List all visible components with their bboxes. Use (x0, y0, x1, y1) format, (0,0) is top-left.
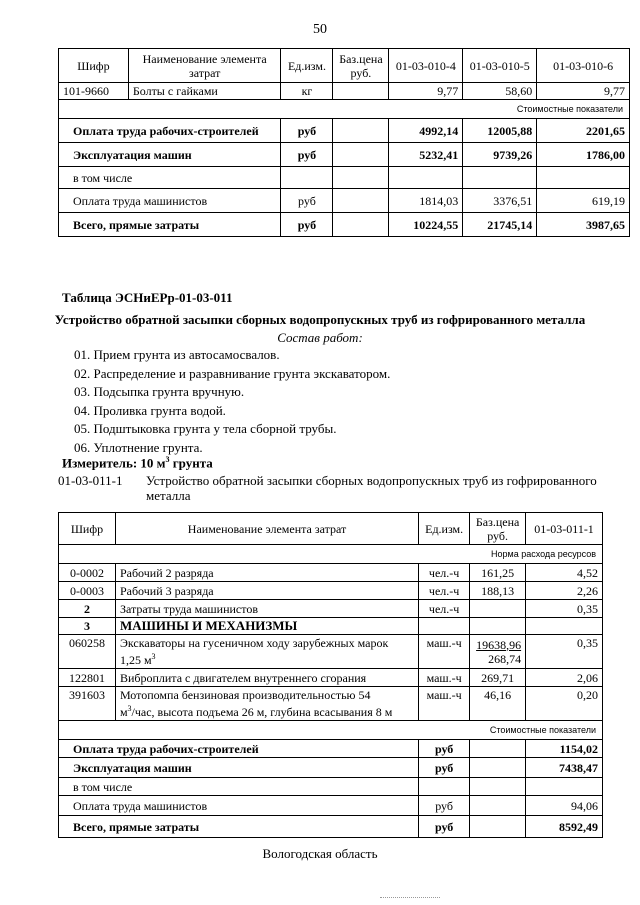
row-unit: чел.-ч (419, 600, 470, 618)
row-name-line-1: Мотопомпа бензиновая производительностью 54 (119, 688, 371, 702)
list-item: 03. Подсыпка грунта вручную. (74, 384, 245, 399)
cost-value-2 (463, 167, 537, 189)
row-value-2: 58,60 (463, 83, 537, 100)
table-row (59, 669, 603, 687)
works-list (74, 346, 390, 457)
section-unit (419, 618, 470, 635)
row-name: Затраты труда машинистов (115, 600, 418, 618)
footer-region: Вологодская область (262, 846, 378, 861)
item-name-line-2: металла (146, 488, 191, 503)
header-name: Наименование элемента затрат (115, 513, 418, 545)
row-code: 0-0003 (59, 582, 116, 600)
section-name: МАШИНЫ И МЕХАНИЗМЫ (115, 618, 418, 635)
cost-value-3: 3987,65 (537, 213, 630, 237)
cost-value: 8592,49 (526, 816, 603, 838)
section-code: 3 (59, 618, 116, 635)
row-code: 122801 (59, 669, 116, 687)
cost-header: Стоимостные показатели (59, 100, 630, 119)
row-price: 161,25 (470, 564, 526, 582)
row-unit: маш.-ч (419, 669, 470, 687)
scan-artifact (380, 897, 440, 900)
cost-price (470, 796, 526, 816)
table-row (59, 582, 603, 600)
row-unit: чел.-ч (419, 564, 470, 582)
cost-unit: руб (419, 796, 470, 816)
header-name: Наименование элемента затрат (128, 49, 281, 83)
row-code: 391603 (59, 687, 116, 721)
cost-unit: руб (419, 740, 470, 758)
cost-price (333, 189, 389, 213)
cost-value-2: 21745,14 (463, 213, 537, 237)
row-unit: маш.-ч (419, 635, 470, 669)
row-value: 0,35 (526, 600, 603, 618)
row-unit: кг (281, 83, 333, 100)
cost-name: Эксплуатация машин (59, 143, 281, 167)
row-value-3: 9,77 (537, 83, 630, 100)
row-name (115, 635, 418, 669)
cost-price (333, 167, 389, 189)
row-price: 46,16 (470, 687, 526, 721)
cost-price (470, 740, 526, 758)
list-item: 02. Распределение и разравнивание грунта экскаватором. (74, 365, 391, 381)
cost-name: Всего, прямые затраты (59, 816, 419, 838)
cost-value-2: 3376,51 (463, 189, 537, 213)
item-code: 01-03-011-1 (58, 473, 123, 488)
resources-table-011 (58, 512, 603, 838)
row-price (470, 635, 526, 669)
cost-value-1 (389, 167, 463, 189)
header-col-1: 01-03-010-4 (389, 49, 463, 83)
header-code: Шифр (59, 49, 129, 83)
row-unit: чел.-ч (419, 582, 470, 600)
cost-value-1: 5232,41 (389, 143, 463, 167)
cost-value-3: 1786,00 (537, 143, 630, 167)
cost-price (470, 816, 526, 838)
list-item: 06. Уплотнение грунта. (74, 439, 203, 455)
cost-unit: руб (419, 758, 470, 778)
row-name-line-2 (120, 702, 414, 719)
cost-value-3: 619,19 (537, 189, 630, 213)
norm-header: Норма расхода ресурсов (59, 545, 603, 564)
row-value-1: 9,77 (389, 83, 463, 100)
cost-price (470, 758, 526, 778)
cost-price (333, 119, 389, 143)
table-row (59, 796, 603, 816)
cost-name: Оплата труда рабочих-строителей (59, 740, 419, 758)
cost-value-1: 1814,03 (389, 189, 463, 213)
page-number: 50 (313, 22, 327, 37)
table-row (59, 816, 603, 838)
row-name-line-2-sup: 3 (127, 704, 132, 713)
row-value: 0,35 (526, 635, 603, 669)
table-row (59, 600, 603, 618)
row-price-bottom: 268,74 (488, 651, 522, 666)
header-price: Баз.цена руб. (333, 49, 389, 83)
table-header-row (59, 513, 603, 545)
cost-unit: руб (281, 143, 333, 167)
row-unit: маш.-ч (419, 687, 470, 721)
row-name-line-2-wrap (120, 650, 414, 667)
header-code: Шифр (59, 513, 116, 545)
row-name (115, 687, 418, 721)
row-name-line-2-post: /час, высота подъема 26 м, глубина всасывания 8 м (131, 705, 393, 719)
meter-sup: 3 (165, 455, 170, 464)
cost-value: 7438,47 (526, 758, 603, 778)
table-row (59, 564, 603, 582)
header-unit: Ед.изм. (419, 513, 470, 545)
row-value: 2,06 (526, 669, 603, 687)
cost-name: в том числе (59, 167, 281, 189)
cost-value-2: 12005,88 (463, 119, 537, 143)
cost-unit: руб (281, 119, 333, 143)
table-row (59, 143, 630, 167)
row-name: Рабочий 2 разряда (115, 564, 418, 582)
row-name-line-2: 1,25 м (119, 653, 152, 667)
cost-name: Эксплуатация машин (59, 758, 419, 778)
row-price: 269,71 (470, 669, 526, 687)
cost-value-1: 10224,55 (389, 213, 463, 237)
row-name-line-2-pre: м (119, 705, 128, 719)
cost-header: Стоимостные показатели (59, 721, 603, 740)
cost-price (333, 143, 389, 167)
cost-name: Оплата труда машинистов (59, 796, 419, 816)
row-price-top: 19638,96 (476, 637, 522, 652)
table-title: Таблица ЭСНиЕРр-01-03-011 (62, 290, 233, 305)
cost-name: Оплата труда машинистов (59, 189, 281, 213)
table-row (59, 687, 603, 721)
meter-label: Измеритель: 10 м (62, 455, 166, 471)
cost-name: Всего, прямые затраты (59, 213, 281, 237)
resources-table-010 (58, 48, 630, 237)
cost-header-row (59, 100, 630, 119)
row-name-line-1: Экскаваторы на гусеничном ходу зарубежных марок (119, 636, 389, 650)
list-item: 01. Прием грунта из автосамосвалов. (74, 347, 280, 362)
section-heading: Устройство обратной засыпки сборных водопропускных труб из гофрированного металла (54, 312, 586, 327)
cost-value-1: 4992,14 (389, 119, 463, 143)
table-row (59, 167, 630, 189)
header-price: Баз.цена руб. (470, 513, 526, 545)
cost-value-3 (537, 167, 630, 189)
header-col-1: 01-03-011-1 (526, 513, 603, 545)
list-item: 04. Проливка грунта водой. (74, 402, 226, 418)
cost-unit: руб (281, 213, 333, 237)
table-row (59, 635, 603, 669)
list-item: 05. Подштыковка грунта у тела сборной трубы. (74, 421, 337, 436)
cost-price (470, 778, 526, 796)
cost-value: 94,06 (526, 796, 603, 816)
table-row (59, 740, 603, 758)
row-name-sup: 3 (151, 652, 156, 661)
table-row (59, 213, 630, 237)
header-col-3: 01-03-010-6 (537, 49, 630, 83)
row-code: 2 (59, 600, 116, 618)
cost-unit (281, 167, 333, 189)
norm-header-row (59, 545, 603, 564)
section-price (470, 618, 526, 635)
cost-value-3: 2201,65 (537, 119, 630, 143)
cost-price (333, 213, 389, 237)
cost-header-row (59, 721, 603, 740)
row-code: 060258 (59, 635, 116, 669)
works-label: Состав работ: (277, 330, 363, 345)
row-price (470, 600, 526, 618)
meter-suffix: грунта (169, 455, 213, 471)
meter-line (62, 455, 213, 471)
row-price (333, 83, 389, 100)
table-row (59, 758, 603, 778)
cost-value-2: 9739,26 (463, 143, 537, 167)
table-row (59, 189, 630, 213)
table-row (59, 778, 603, 796)
table-header-row (59, 49, 630, 83)
row-code: 0-0002 (59, 564, 116, 582)
header-col-2: 01-03-010-5 (463, 49, 537, 83)
row-value: 0,20 (526, 687, 603, 721)
cost-name: в том числе (59, 778, 419, 796)
row-name: Рабочий 3 разряда (115, 582, 418, 600)
row-value: 2,26 (526, 582, 603, 600)
table-row (59, 83, 630, 100)
cost-unit (419, 778, 470, 796)
row-name: Болты с гайками (128, 83, 281, 100)
cost-value (526, 778, 603, 796)
section-value (526, 618, 603, 635)
table-row (59, 119, 630, 143)
cost-value: 1154,02 (526, 740, 603, 758)
header-unit: Ед.изм. (281, 49, 333, 83)
cost-unit: руб (419, 816, 470, 838)
row-code: 101-9660 (59, 83, 129, 100)
item-name-line-1: Устройство обратной засыпки сборных водопропускных труб из гофрированного (146, 473, 597, 488)
cost-unit: руб (281, 189, 333, 213)
row-value: 4,52 (526, 564, 603, 582)
item-name (146, 473, 597, 503)
row-name: Виброплита с двигателем внутреннего сгорания (115, 669, 418, 687)
section-row (59, 618, 603, 635)
row-price: 188,13 (470, 582, 526, 600)
cost-name: Оплата труда рабочих-строителей (59, 119, 281, 143)
